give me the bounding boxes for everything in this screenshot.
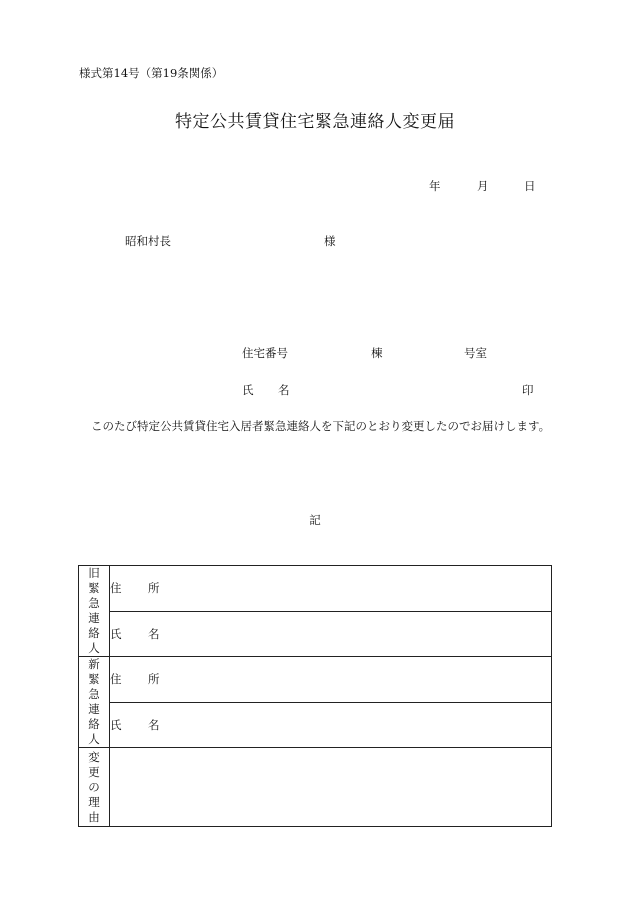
statement-text: このたび特定公共賃貸住宅入居者緊急連絡人を下記のとおり変更したのでお届けします。: [91, 419, 551, 433]
old-name-label-a: 氏: [110, 626, 122, 641]
addressee-honorific: 様: [324, 234, 336, 248]
new-name-label-a: 氏: [110, 717, 122, 732]
page-title: 特定公共賃貸住宅緊急連絡人変更届: [175, 112, 455, 132]
reason-label: 変更の理由: [88, 749, 100, 824]
room-label: 号室: [464, 346, 487, 360]
old-address-label-b: 所: [148, 581, 160, 596]
new-contact-name-cell[interactable]: [110, 702, 552, 748]
date-year-label: 年: [429, 179, 441, 193]
date-month-label: 月: [477, 179, 489, 193]
old-contact-header: [79, 566, 110, 657]
old-contact-label: 旧緊急連絡人: [88, 566, 100, 655]
new-name-label-b: 名: [148, 717, 160, 732]
addressee-name: 昭和村長: [125, 234, 171, 248]
new-contact-label: 新緊急連絡人: [88, 657, 100, 746]
applicant-name-label-a: 氏: [242, 383, 254, 397]
old-contact-name-cell[interactable]: [110, 611, 552, 657]
new-address-label-b: 所: [148, 672, 160, 687]
ki-heading: 記: [309, 513, 321, 527]
housing-number-label: 住宅番号: [242, 346, 288, 360]
old-name-label-b: 名: [148, 626, 160, 641]
building-label: 棟: [371, 346, 383, 360]
date-day-label: 日: [524, 179, 536, 193]
reason-cell[interactable]: [110, 748, 552, 827]
new-contact-header: [79, 657, 110, 748]
new-address-label-a: 住: [110, 672, 122, 687]
form-number: 様式第14号（第19条関係）: [79, 66, 224, 80]
reason-header: [79, 748, 110, 827]
contact-change-table: [78, 565, 552, 827]
old-contact-address-cell[interactable]: [110, 566, 552, 612]
applicant-name-label-b: 名: [278, 383, 290, 397]
new-contact-address-cell[interactable]: [110, 657, 552, 703]
seal-label: 印: [522, 383, 534, 397]
old-address-label-a: 住: [110, 581, 122, 596]
